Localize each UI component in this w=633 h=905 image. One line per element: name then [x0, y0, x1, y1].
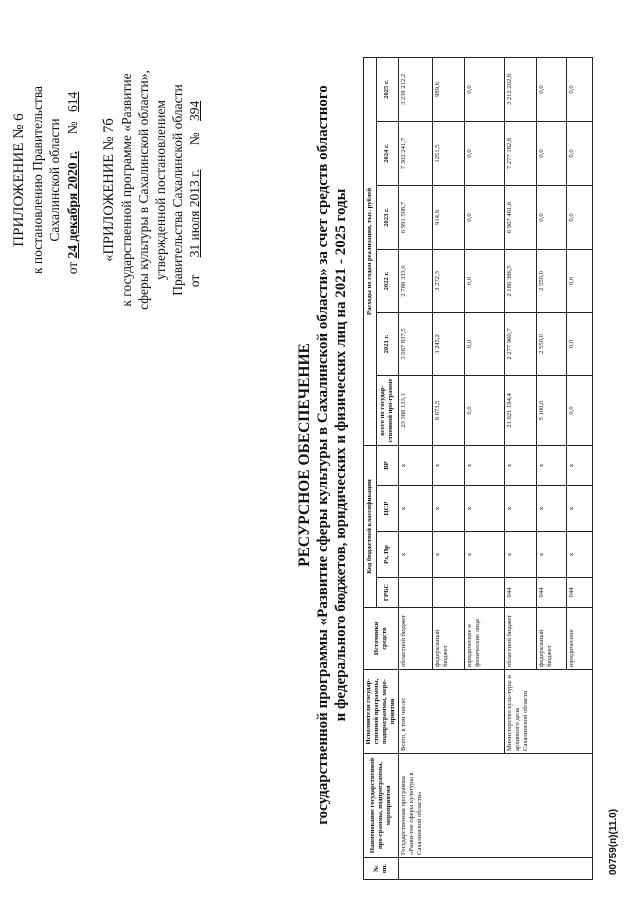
cell-program-name: Государственная программа «Разви-тие сферы культуры в Сахалинской области» [399, 754, 593, 858]
cell-executor-ministry: Министерство куль-туры и архивного дела Сахалинской области [505, 670, 593, 754]
cell-2024: 0,0 [537, 121, 567, 185]
header-2025: 2025 г. [376, 57, 398, 121]
heading-main: РЕСУРСНОЕ ОБЕСПЕЧЕНИЕ [296, 343, 313, 567]
cell-rzpr: x [465, 532, 505, 578]
table-header-row-1 [364, 57, 377, 879]
appendix7b-line3: утвержденной постановлением [153, 100, 168, 280]
cell-grbs [399, 578, 433, 608]
header-2023: 2023 г. [376, 185, 398, 249]
cell-2024: 7 277 182,8 [505, 121, 537, 185]
cell-2022: 0,0 [465, 249, 505, 312]
header-executor: Исполнители государ-ственной программы, подпрограммы, меро-приятия [364, 670, 399, 754]
cell-grbs [433, 578, 465, 608]
cell-total: 0,0 [465, 375, 505, 445]
cell-2024: 0,0 [465, 121, 505, 185]
appendix7b-num: 394 [187, 100, 202, 122]
appendix6-date-prefix: от [65, 261, 80, 275]
cell-2025: 989,6 [433, 57, 465, 121]
cell-2022: 3 272,3 [433, 249, 465, 312]
cell-2022: 0,0 [567, 249, 593, 312]
cell-source: федеральный бюджет [537, 608, 567, 670]
cell-vr: x [465, 445, 505, 485]
cell-csr: x [433, 486, 465, 532]
cell-2021: 3 067 837,5 [399, 312, 433, 375]
cell-2021: 3 245,2 [433, 312, 465, 375]
appendix7b-num-label: № [187, 132, 202, 146]
cell-csr: x [505, 486, 537, 532]
cell-rzpr: x [399, 532, 433, 578]
cell-2023: 6 991 508,7 [399, 185, 433, 249]
appendix7b-title: «ПРИЛОЖЕНИЕ № 7б [101, 118, 117, 262]
cell-rzpr: x [537, 532, 567, 578]
cell-source: юридические и физические лица [465, 608, 505, 670]
cell-total: 23 388 133,1 [399, 375, 433, 445]
appendix6-block [10, 55, 81, 305]
cell-2021: 2 277 960,7 [505, 312, 537, 375]
footer-code: 00759(п)(11.0) [608, 808, 619, 875]
cell-2023: 0,0 [465, 185, 505, 249]
cell-2022: 2 550,0 [537, 249, 567, 312]
cell-vr: x [505, 445, 537, 485]
appendix6-line2: Сахалинской области [47, 118, 62, 242]
header-rzpr: Рз, Пр [376, 532, 398, 578]
appendix6-date: 24 декабря 2020 г. [65, 151, 80, 259]
cell-grbs: 044 [567, 578, 593, 608]
header-source: Источники средств [364, 608, 399, 670]
cell-2025: 3 212 202,8 [505, 57, 537, 121]
cell-vr: x [537, 445, 567, 485]
cell-source: федеральный бюджет [433, 608, 465, 670]
cell-rzpr: x [567, 532, 593, 578]
cell-csr: x [537, 486, 567, 532]
cell-csr: x [465, 486, 505, 532]
header-2024: 2024 г. [376, 121, 398, 185]
cell-2025: 0,0 [465, 57, 505, 121]
appendix6-line1: к постановлению Правительства [30, 85, 45, 275]
header-2021: 2021 г. [376, 312, 398, 375]
cell-total: 9 673,5 [433, 375, 465, 445]
cell-grbs [465, 578, 505, 608]
cell-2023: 0,0 [567, 185, 593, 249]
resource-table [363, 57, 593, 880]
header-expenses: Расходы по годам реализации, тыс. рублей [364, 57, 377, 445]
cell-2023: 6 967 461,6 [505, 185, 537, 249]
appendix6-title: ПРИЛОЖЕНИЕ № 6 [11, 113, 27, 247]
cell-grbs: 044 [537, 578, 567, 608]
cell-total: 5 100,0 [537, 375, 567, 445]
cell-source: юридические [567, 608, 593, 670]
appendix7b-date: 31 июля 2013 г. [187, 169, 202, 258]
cell-2022: 2 788 333,0 [399, 249, 433, 312]
cell-2024: 1251,5 [433, 121, 465, 185]
cell-2024: 0,0 [567, 121, 593, 185]
heading-sub1: государственной программы «Развитие сферы культуры в Сахалинской области» за счет средств областного [315, 85, 331, 825]
cell-2023: 914,9 [433, 185, 465, 249]
cell-csr: x [399, 486, 433, 532]
appendix7b-line2: сферы культуры в Сахалинской области», [136, 70, 151, 310]
header-grbs: ГРБС [376, 578, 398, 608]
cell-grbs: 044 [505, 578, 537, 608]
cell-2021: 2 550,0 [537, 312, 567, 375]
cell-vr: x [433, 445, 465, 485]
header-2022: 2022 г. [376, 249, 398, 312]
cell-source: областной бюджет [505, 608, 537, 670]
cell-csr: x [567, 486, 593, 532]
cell-2021: 0,0 [465, 312, 505, 375]
cell-num [399, 858, 593, 880]
cell-2022: 2 186 386,5 [505, 249, 537, 312]
cell-vr: x [399, 445, 433, 485]
cell-rzpr: x [505, 532, 537, 578]
cell-source: областной бюджет [399, 608, 433, 670]
appendix6-num: 614 [65, 91, 80, 112]
cell-2025: 3 238 212,2 [399, 57, 433, 121]
header-csr: ЦСР [376, 486, 398, 532]
cell-2021: 0,0 [567, 312, 593, 375]
header-vr: ВР [376, 445, 398, 485]
appendix7b-block [100, 55, 203, 325]
heading-sub2: и федерального бюджетов, юридических и физических лиц на 2021 - 2025 годы [333, 188, 349, 722]
table-row [399, 57, 433, 879]
cell-2025: 0,0 [537, 57, 567, 121]
cell-2023: 0,0 [537, 185, 567, 249]
cell-total: 0,0 [567, 375, 593, 445]
cell-executor-all: Всего, в том числе: [399, 670, 505, 754]
cell-2025: 0,0 [567, 57, 593, 121]
appendix7b-line1: к государственной программе «Развитие [119, 73, 134, 307]
header-name: Наименование государственной про-граммы, подпрограммы, мероприятия [364, 754, 399, 858]
header-total: всего по государ-ственной про-грамме [376, 375, 398, 445]
appendix6-date-line [64, 55, 81, 305]
header-num: № пп. [364, 858, 399, 880]
appendix6-num-label: № [65, 121, 80, 135]
cell-2024: 7 302 241,7 [399, 121, 433, 185]
header-budget-code: Код бюджетной классификации [364, 445, 377, 607]
cell-vr: x [567, 445, 593, 485]
appendix7b-date-line [186, 55, 203, 325]
document-heading [295, 45, 350, 865]
appendix7b-date-prefix: от [187, 274, 202, 288]
appendix7b-line4: Правительства Сахалинской области [170, 84, 185, 296]
cell-rzpr: x [433, 532, 465, 578]
cell-total: 21 921 194,4 [505, 375, 537, 445]
